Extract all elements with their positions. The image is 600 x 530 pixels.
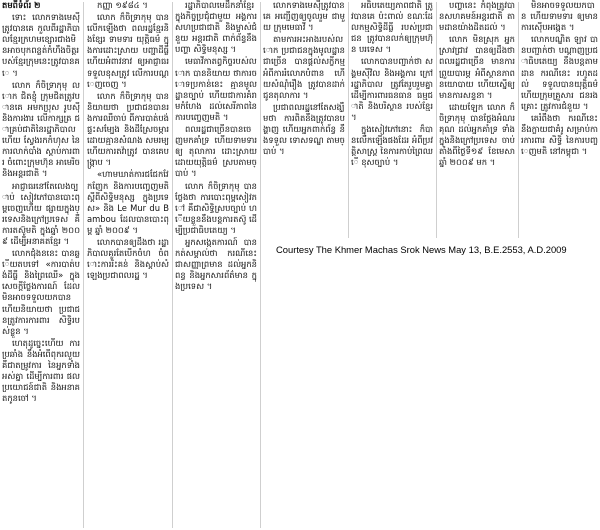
paragraph: តាមការអះអាងរបស់លោក ប្រជាជនក្នុងមូលដ្ឋាន ជាច្រើន បានផ្ដល់សក្ខីកម្ម អំពីការរំលោភបំពាន ហើយសំណុំរឿង ត្រូវបានដាក់ជូនតុលាការ ។ [263, 34, 345, 100]
paragraph: លោកជុំងននេះ បានឆ្លើយតបទៅ «ការបាត់បង់ដីធ្លី និងព្រៃឈើ» ក្នុងសេចក្ដីថ្លែងការណ៍ ដែលមិនអាចទទួលយកបាន ហើយនិយាយថា ប្រជាជនត្រូវការការពារ សិទ្ធិរបស់ខ្លួន ។ [2, 248, 80, 336]
paragraph: ទោះ លោកទាងមេសុីត្រូវបានគេ កួលពីរដ្ឋាភិបាលខ្មែរក្រហមខ្សោរជាងមិនអាចបុកពន្លត់កំហឹងចិត្តរបស់ខ្មែរក្រុមនេះត្រូវបានគេ ។ [2, 12, 80, 78]
paragraph: អាជ្ញាធរនៅតែលេងច្បាប់ សៀវភៅបានបោះពុម្ពចេញហើយ ផ្សាយក្នុងប្រទេសនិងក្រៅប្រទេស គឺ ការតស៊ូមតិ ក្នុងឆ្នាំ ២០០៩ ដើម្បីអនាគតខ្មែរ ។ [2, 180, 80, 246]
column-rule [518, 2, 519, 238]
paragraph: លោកបានបញ្ជាក់ថា សង្គមស៊ីវិល និងអង្គការ ក្រៅរដ្ឋាភិបាល ត្រូវតែរួបរួមគ្នា ដើម្បីការពារធនធាន ធម្មជាតិ និងបរិស្ថាន របស់ខ្មែរ ។ [351, 56, 433, 122]
paragraph: ប្រជាពលរដ្ឋនៅតែសង្ឃឹមថា ការពិតនឹងត្រូវបានបង្ហាញ ហើយអ្នកពាក់ព័ន្ធ នឹងទទួល ទោសទណ្ឌ តាមច្បាប់ ។ [263, 101, 345, 157]
paragraph: គេរំពឹងថា ករណីនេះ នឹងក្លាយជាគំរូ សម្រាប់ការការពារ សិទ្ធិ នៃការបញ្ចេញមតិ នៅកម្ពុជា ។ [521, 112, 598, 157]
article-column-4 [263, 0, 345, 238]
paragraph: អធិបតេយ្យភាពជាតិ ត្រូវបានគេ ប៉ះពាល់ ខណៈដែលកម្មសិទ្ធិដីធ្លី របស់ប្រជាជន ត្រូវបានលក់ឲ្យក្រុមហ៊ុន បរទេស ។ [351, 0, 433, 55]
paragraph: លោក ក៏ចិទ្រាកុមុ បាននិយាយថា ប្រជាជនបានរងការឈឺចាប់ ពីការបាត់បង់ផ្ទះសម្បែង និងដីស្រែចម្ការ ដោយគ្មានសំណង សមរម្យ ហើយការតវ៉ាត្រូវ បានគេបង្ក្រាប ។ [87, 90, 169, 168]
paragraph: បញ្ហានេះ កំពុងត្រូវបានសហគមន៍អន្តរជាតិ តាមដានយ៉ាងដិតដល់ ។ [439, 0, 515, 33]
paragraph: កញ្ញា ១៩៨៤ ។ [97, 0, 148, 10]
article-column-7 [521, 0, 598, 238]
paragraph: អ្នកសង្កេតការណ៍ បានកត់សម្គាល់ថា ករណីនេះ ជាសញ្ញាព្រមាន ដល់អ្នកនិពន្ធ និងអ្នកសារព័ត៌មាន ក្នុងប្រទេស ។ [175, 236, 257, 292]
column-rule [260, 2, 261, 528]
paragraph: «ហាមឃាត់ការជជែកវែកញែក និងការបញ្ចេញមតិ ស្ដីពីសិទ្ធិមនុស្ស ក្នុងប្រទេស» និង Le Mur du Bambou ដែលបានបោះពុម្ព ឆ្នាំ ២០០៩ ។ [87, 169, 169, 235]
article-column-6 [439, 0, 515, 238]
article-column-5 [351, 0, 433, 238]
paragraph: មេធាវីកាតព្វកិច្ចរបស់លោក បាននិយាយ ថាការចោទប្រកាន់នេះ គ្មានមូលដ្ឋានច្បាប់ ហើយជាការគំរាមកំហែង ដល់សេរីភាពនៃការបញ្ចេញមតិ ។ [175, 56, 257, 122]
article-column-1 [2, 0, 80, 528]
paragraph: លោក ក៏ចិទ្រាកុមុ លោក ជិតខ្ញុំ ក្រុមជិតត្រូវបានគេ អមកប្រុស រូបស៊ី និងការងារ លើកាក្សត្រ ជាគ្រប់ជាតិនៃរដ្ឋាភិបាល ហើយ ស្វែងរកកំហុស នៃការលាក់បាំង ស្ដាប់ការពារ ចំពោះក្រុមហ៊ុន អាមេរិច និងអន្តរជាតិ ។ [2, 79, 80, 179]
column-rule [436, 2, 437, 238]
paragraph: លោក មិនស្រុក អ្នកស្រាវជ្រាវ បានឲ្យដឹងថា ពលរដ្ឋជាច្រើន មានការព្រួយបារម្ភ អំពីស្ថានភាព នយោបាយ ហើយស្នើឲ្យមានការសន្ទនា ។ [439, 34, 515, 100]
column-rule [172, 2, 173, 528]
paragraph: លោកទាងមេសុីត្រូវបានគេ អញ្ជើញឲ្យចូលរួម ជាមួយ ក្រុមមេធាវី ។ [263, 0, 345, 33]
paragraph: មិនអាចទទួលយកបាន ហើយទាមទារ ឲ្យមាន ការស៊ើបអង្កេត ។ [521, 0, 598, 33]
paragraph: ក្នុងសៀវភៅនោះ ក៏បានលើកឡើងផងដែរ អំពីប្រវត្តិសាស្ត្រ នៃការកាប់ព្រៃឈើ ខុសច្បាប់ ។ [351, 124, 433, 168]
paragraph: ពលរដ្ឋជាច្រើនបានចេញមកគាំទ្រ ហើយទាមទារឲ្យ តុលាការ ដោះស្រាយ ដោយយុត្តិធម៌ ស្របតាមច្បាប់ ។ [175, 124, 257, 179]
paragraph: លោក ក៏ចិទ្រាកុមុ បានលើកឡើងថា ពលរដ្ឋខ្មែរនិងខ្សែរ ទាមទារ យុត្តិធម៌ ក្នុងការដោះស្រាយ បញ្ហាដីធ្លី ហើយអំពាវនាវ ឲ្យអាជ្ញាធរ ទទួលខុសត្រូវ លើការបណ្ដេញចេញ ។ [87, 12, 169, 89]
paragraph: រដ្ឋាភិបាលមេដឹកនាំខ្មែរ ក្នុងកិច្ចប្រជុំជាមួយ អង្គការ សហប្រជាជាតិ និងម្ចាស់ជំនួយ អន្តរជាតិ ពាក់ព័ន្ធនឹងបញ្ហា សិទ្ធិមនុស្ស ។ [175, 0, 257, 55]
paragraph: ដោយឡែក លោក ក៏ចិទ្រាកុមុ បានថ្លែងអំណរគុណ ដល់អ្នកគាំទ្រ ទាំងក្នុងនិងក្រៅប្រទេស ចាប់តាំងពីថ្ងៃទី១៩ ខែមេសា ឆ្នាំ ២០០៩ មក ។ [439, 101, 515, 168]
column-rule [83, 2, 84, 528]
source-credit: Courtesy The Khmer Machas Srok News May 13, B.E.2553, A.D.2009 [276, 244, 567, 255]
paragraph: លោកបណ្ឌិត ឡាវ បានបញ្ជាក់ថា បណ្ដាញប្រជាធិបតេយ្យ នឹងបន្តតាមដាន ករណីនេះ រហូតដល់ ទទួលបានយុត្តិធម៌ ហើយក្រុមគ្រួសារ ជនរងគ្រោះ ត្រូវការជំនួយ ។ [521, 34, 598, 111]
paragraph: ហេតុដូច្នេះហើយ ការប្រឆាំង នឹងអំពើពុករលួយ គឺជាតម្រូវការ នៃអ្នកទាំងអស់គ្នា ដើម្បីការពារ ផលប្រយោជន៍ជាតិ និងអនាគតកូនចៅ ។ [2, 337, 80, 404]
paragraph: លោក ក៏ចិទ្រាកុមុ បាន ថ្លែងថា ការបោះពុម្ពសៀវភៅ គឺជាសិទ្ធិស្របច្បាប់ ហើយខ្លួននឹងបន្តការតស៊ូ ដើម្បីប្រជាធិបតេយ្យ ។ [175, 180, 257, 235]
column-rule [348, 2, 349, 238]
page-header-label: តមពីទំព័រ ២ [2, 0, 41, 10]
paragraph: លោកបានឲ្យដឹងថា រដ្ឋាភិបាលគួរតែបើកចំហ ចំពោះការរិះគន់ និងស្ដាប់សំឡេងប្រជាពលរដ្ឋ ។ [87, 236, 169, 281]
article-column-2 [87, 0, 169, 528]
article-column-3 [175, 0, 257, 528]
